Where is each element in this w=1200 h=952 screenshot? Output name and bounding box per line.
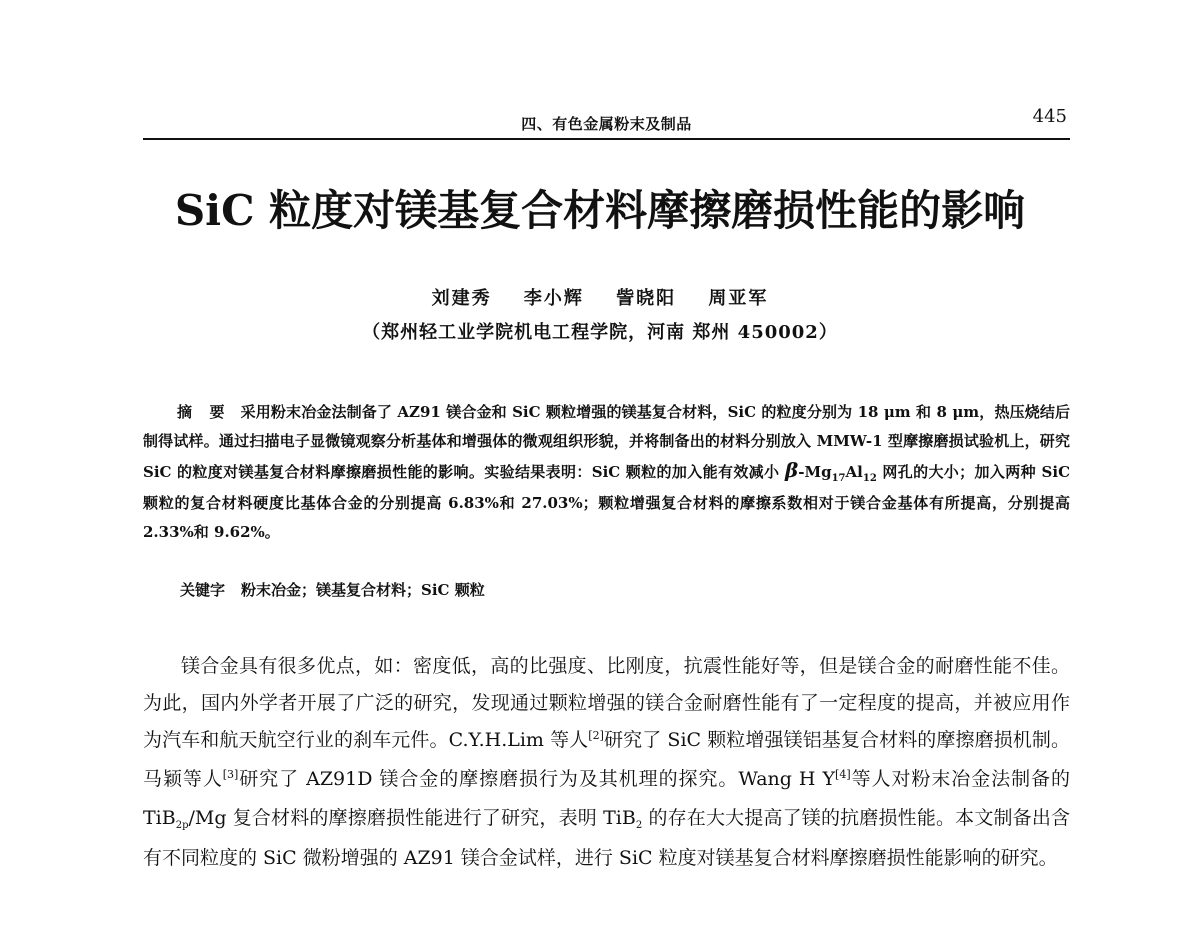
body-text [143,648,1070,877]
body-text-segment: /Mg 复合材料的摩擦磨损性能进行了研究，表明 TiB [188,807,636,829]
author-name: 李小辉 [523,288,584,309]
subscript-2: 2 [635,820,643,831]
keywords [180,578,485,602]
abstract-segment-3: Al [845,463,863,481]
abstract-segment-1: 采用粉末冶金法制备了 AZ91 镁合金和 SiC 颗粒增强的镁基复合材料，SiC 的粒度分别为 18 μm 和 8 μm，热压烧结后制得试样。通过扫描电子显微镜观察分析基体和增强体的微观组织形貌，并将制备出的材料分别放入 MMW-1 型摩擦磨损试验机上，研究 SiC 的粒度对镁基复合材料摩擦磨损性能的影响。实验结果表明：SiC 颗粒的加入能有效减小 [143,403,1070,481]
page-number: 445 [1032,106,1067,127]
subscript-12: 12 [862,473,877,484]
section-title: 四、有色金属粉末及制品 [521,115,692,133]
abstract-segment-4: 网孔的大小；加入两种 SiC 颗粒的复合材料硬度比基体合金的分别提高 6.83%和 27.03%；颗粒增强复合材料的摩擦系数相对于镁合金基体有所提高，分别提高 2.33%和 9.62%。 [143,463,1071,541]
beta-symbol: β [784,458,799,482]
author-name: 訾晓阳 [616,288,677,309]
author-name: 刘建秀 [431,288,492,309]
body-text-segment: 等人对粉末冶金法制备的 TiB [143,768,1070,829]
citation-2: [2] [588,729,604,742]
abstract [143,398,1070,547]
citation-4: [4] [835,768,851,781]
body-text-segment: 研究了 AZ91D 镁合金的摩擦磨损行为及其机理的探究。Wang H Y [238,768,836,790]
affiliation: （郑州轻工业学院机电工程学院，河南 郑州 450002） [362,322,838,343]
citation-3: [3] [222,768,239,781]
keywords-value: 粉末冶金；镁基复合材料；SiC 颗粒 [241,581,485,599]
body-text-segment: 研究了 SiC 颗粒增强镁铝基复合材料的摩擦磨损机制。马颖等人 [143,729,1070,790]
author-list [0,284,1200,310]
author-name: 周亚军 [708,288,769,309]
running-header [143,108,1070,140]
body-paragraph [143,648,1070,877]
body-text-segment: 镁合金具有很多优点，如：密度低，高的比强度、比刚度，抗震性能好等，但是镁合金的耐磨性能不佳。为此，国内外学者开展了广泛的研究，发现通过颗粒增强的镁合金耐磨性能有了一定程度的提高，并被应用作为汽车和航天航空行业的刹车元件。C.Y.H.Lim 等人 [143,655,1070,751]
abstract-segment-2: -Mg [798,463,832,481]
subscript-2p: 2p [175,820,189,831]
abstract-text [143,403,1070,541]
keywords-label: 关键字 [180,581,226,599]
abstract-label: 摘 要 [177,403,231,421]
body-text-segment: 的存在大大提高了镁的抗磨损性能。本文制备出含有不同粒度的 SiC 微粉增强的 AZ91 镁合金试样，进行 SiC 粒度对镁基复合材料摩擦磨损性能影响的研究。 [143,807,1071,869]
subscript-17: 17 [831,473,846,484]
article-title: SiC 粒度对镁基复合材料摩擦磨损性能的影响 [174,186,1026,235]
